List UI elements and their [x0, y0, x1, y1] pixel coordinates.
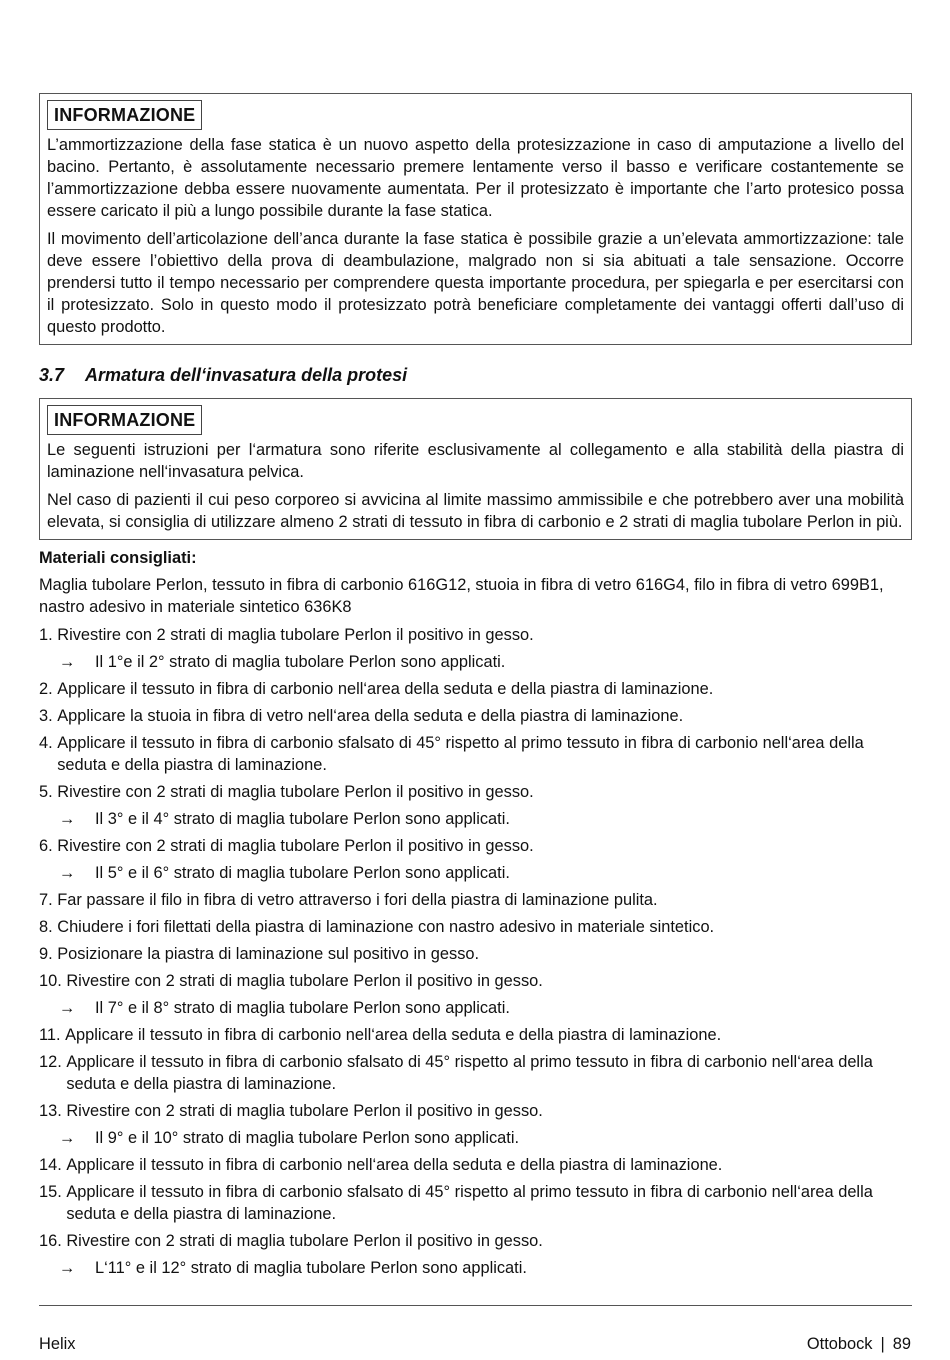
arrow-right-icon: → — [59, 810, 76, 828]
info-paragraph: Nel caso di pazienti il cui peso corporeo si avvicina al limite massimo ammissibile e che potrebbero aver una mobilità elevata, si consiglia di utilizzare almeno 2 strati di tessuto in fibra di carbonio e 2 strati di maglia tubolare Perlon in più. — [47, 491, 904, 531]
footer-brand-page — [807, 1333, 911, 1355]
info-paragraph: Le seguenti istruzioni per l‘armatura sono riferite esclusivamente al collegamento e alla stabilità della piastra di laminazione nell‘invasatura pelvica. — [47, 441, 904, 481]
step-item — [39, 732, 912, 776]
info-paragraph: Il movimento dell’articolazione dell’anca durante la fase statica è possibile grazie a un’elevata ammortizzazione: tale deve essere l’obiettivo della prova di deambulazione, malgrado non si sia abituati a tale sensazione. Occorre prendersi tutto il tempo necessario per comprendere questa importante procedura, per spiegarla e per esercitarsi con il protesizzato. Solo in questo modo il protesizzato potrà beneficiare completamente dei vantaggi offerti dall’uso di questo prodotto. — [47, 230, 904, 336]
footer-separator: | — [880, 1335, 885, 1353]
step-item — [39, 1181, 912, 1225]
step-item — [39, 916, 912, 938]
step-item — [39, 889, 912, 911]
step-number: 14. — [39, 1156, 67, 1174]
step-result-text: Il 5° e il 6° strato di maglia tubolare Perlon sono applicati. — [95, 864, 510, 882]
step-item — [39, 1100, 912, 1122]
step-result — [39, 808, 912, 830]
step-text: Applicare il tessuto in fibra di carbonio nell‘area della seduta e della piastra di laminazione. — [65, 1026, 722, 1044]
arrow-right-icon: → — [59, 1129, 76, 1147]
arrow-right-icon: → — [59, 864, 76, 882]
step-text: Posizionare la piastra di laminazione sul positivo in gesso. — [57, 945, 480, 963]
step-text: Applicare il tessuto in fibra di carbonio sfalsato di 45° rispetto al primo tessuto in fibra di carbonio nell‘area della seduta e della piastra di laminazione. — [66, 1053, 873, 1093]
info-paragraph: L’ammortizzazione della fase statica è un nuovo aspetto della protesizzazione in caso di amputazione a livello del bacino. Pertanto, è assolutamente necessario premere lentamente verso il basso e verificare costantemente se l’ammortizzazione debba essere nuovamente aumentata. Per il protesizzato è importante che l’arto protesico possa essere caricato il più a lungo possibile durante la fase statica. — [47, 136, 904, 220]
step-text: Far passare il filo in fibra di vetro attraverso i fori della piastra di laminazione pulita. — [57, 891, 658, 909]
step-item — [39, 1154, 912, 1176]
step-result — [39, 997, 912, 1019]
step-number: 4. — [39, 734, 58, 752]
step-text: Applicare la stuoia in fibra di vetro nell‘area della seduta e della piastra di laminazione. — [57, 707, 684, 725]
footer-brand: Ottobock — [806, 1335, 873, 1353]
info-label: INFORMAZIONE — [47, 100, 202, 130]
step-text: Rivestire con 2 strati di maglia tubolare Perlon il positivo in gesso. — [66, 1232, 543, 1250]
arrow-right-icon: → — [59, 999, 76, 1017]
step-result-text: Il 9° e il 10° strato di maglia tubolare Perlon sono applicati. — [95, 1129, 520, 1147]
materials-heading: Materiali consigliati: — [39, 549, 197, 567]
step-number: 12. — [39, 1053, 67, 1071]
section-heading — [39, 364, 912, 386]
section-number: 3.7 — [39, 365, 65, 385]
step-number: 2. — [39, 680, 58, 698]
step-item — [39, 835, 912, 857]
info-label: INFORMAZIONE — [47, 405, 202, 435]
step-text: Rivestire con 2 strati di maglia tubolare Perlon il positivo in gesso. — [57, 626, 534, 644]
step-result-text: L‘11° e il 12° strato di maglia tubolare Perlon sono applicati. — [95, 1259, 527, 1277]
step-number: 1. — [39, 626, 58, 644]
section-title: Armatura dell‘invasatura della protesi — [85, 365, 408, 385]
step-item — [39, 970, 912, 992]
step-result-text: Il 3° e il 4° strato di maglia tubolare Perlon sono applicati. — [95, 810, 510, 828]
step-result — [39, 862, 912, 884]
step-number: 9. — [39, 945, 58, 963]
step-number: 15. — [39, 1183, 67, 1201]
arrow-right-icon: → — [59, 653, 76, 671]
page-number: 89 — [892, 1335, 911, 1353]
step-item — [39, 624, 912, 646]
step-number: 7. — [39, 891, 58, 909]
step-text: Rivestire con 2 strati di maglia tubolare Perlon il positivo in gesso. — [57, 837, 534, 855]
step-number: 8. — [39, 918, 58, 936]
arrow-right-icon: → — [59, 1259, 76, 1277]
step-text: Rivestire con 2 strati di maglia tubolare Perlon il positivo in gesso. — [66, 1102, 543, 1120]
page-content — [39, 93, 912, 1284]
step-item — [39, 1230, 912, 1252]
materials-text: Maglia tubolare Perlon, tessuto in fibra di carbonio 616G12, stuoia in fibra di vetro 616G4, filo in fibra di vetro 699B1, nastro adesivo in materiale sintetico 636K8 — [39, 576, 884, 616]
step-item — [39, 1024, 912, 1046]
step-result — [39, 1127, 912, 1149]
step-result — [39, 651, 912, 673]
step-item — [39, 781, 912, 803]
step-item — [39, 678, 912, 700]
step-text: Applicare il tessuto in fibra di carbonio sfalsato di 45° rispetto al primo tessuto in fibra di carbonio nell‘area della seduta e della piastra di laminazione. — [57, 734, 864, 774]
step-number: 10. — [39, 972, 67, 990]
step-result — [39, 1257, 912, 1279]
step-number: 6. — [39, 837, 58, 855]
step-text: Applicare il tessuto in fibra di carbonio sfalsato di 45° rispetto al primo tessuto in fibra di carbonio nell‘area della seduta e della piastra di laminazione. — [66, 1183, 873, 1223]
info-box-damping — [39, 93, 912, 345]
step-result-text: Il 7° e il 8° strato di maglia tubolare Perlon sono applicati. — [95, 999, 510, 1017]
step-text: Applicare il tessuto in fibra di carbonio nell‘area della seduta e della piastra di laminazione. — [66, 1156, 723, 1174]
step-number: 11. — [39, 1026, 66, 1044]
step-number: 3. — [39, 707, 58, 725]
step-number: 16. — [39, 1232, 67, 1250]
step-text: Rivestire con 2 strati di maglia tubolare Perlon il positivo in gesso. — [57, 783, 534, 801]
footer-product: Helix — [39, 1335, 76, 1353]
footer-divider — [39, 1305, 912, 1306]
step-item — [39, 705, 912, 727]
step-item — [39, 943, 912, 965]
step-result-text: Il 1°e il 2° strato di maglia tubolare Perlon sono applicati. — [95, 653, 506, 671]
step-item — [39, 1051, 912, 1095]
step-number: 5. — [39, 783, 58, 801]
steps-list — [39, 624, 912, 1279]
step-text: Applicare il tessuto in fibra di carbonio nell‘area della seduta e della piastra di laminazione. — [57, 680, 714, 698]
info-box-reinforcement — [39, 398, 912, 540]
step-text: Chiudere i fori filettati della piastra di laminazione con nastro adesivo in materiale sintetico. — [57, 918, 715, 936]
step-number: 13. — [39, 1102, 67, 1120]
step-text: Rivestire con 2 strati di maglia tubolare Perlon il positivo in gesso. — [66, 972, 543, 990]
